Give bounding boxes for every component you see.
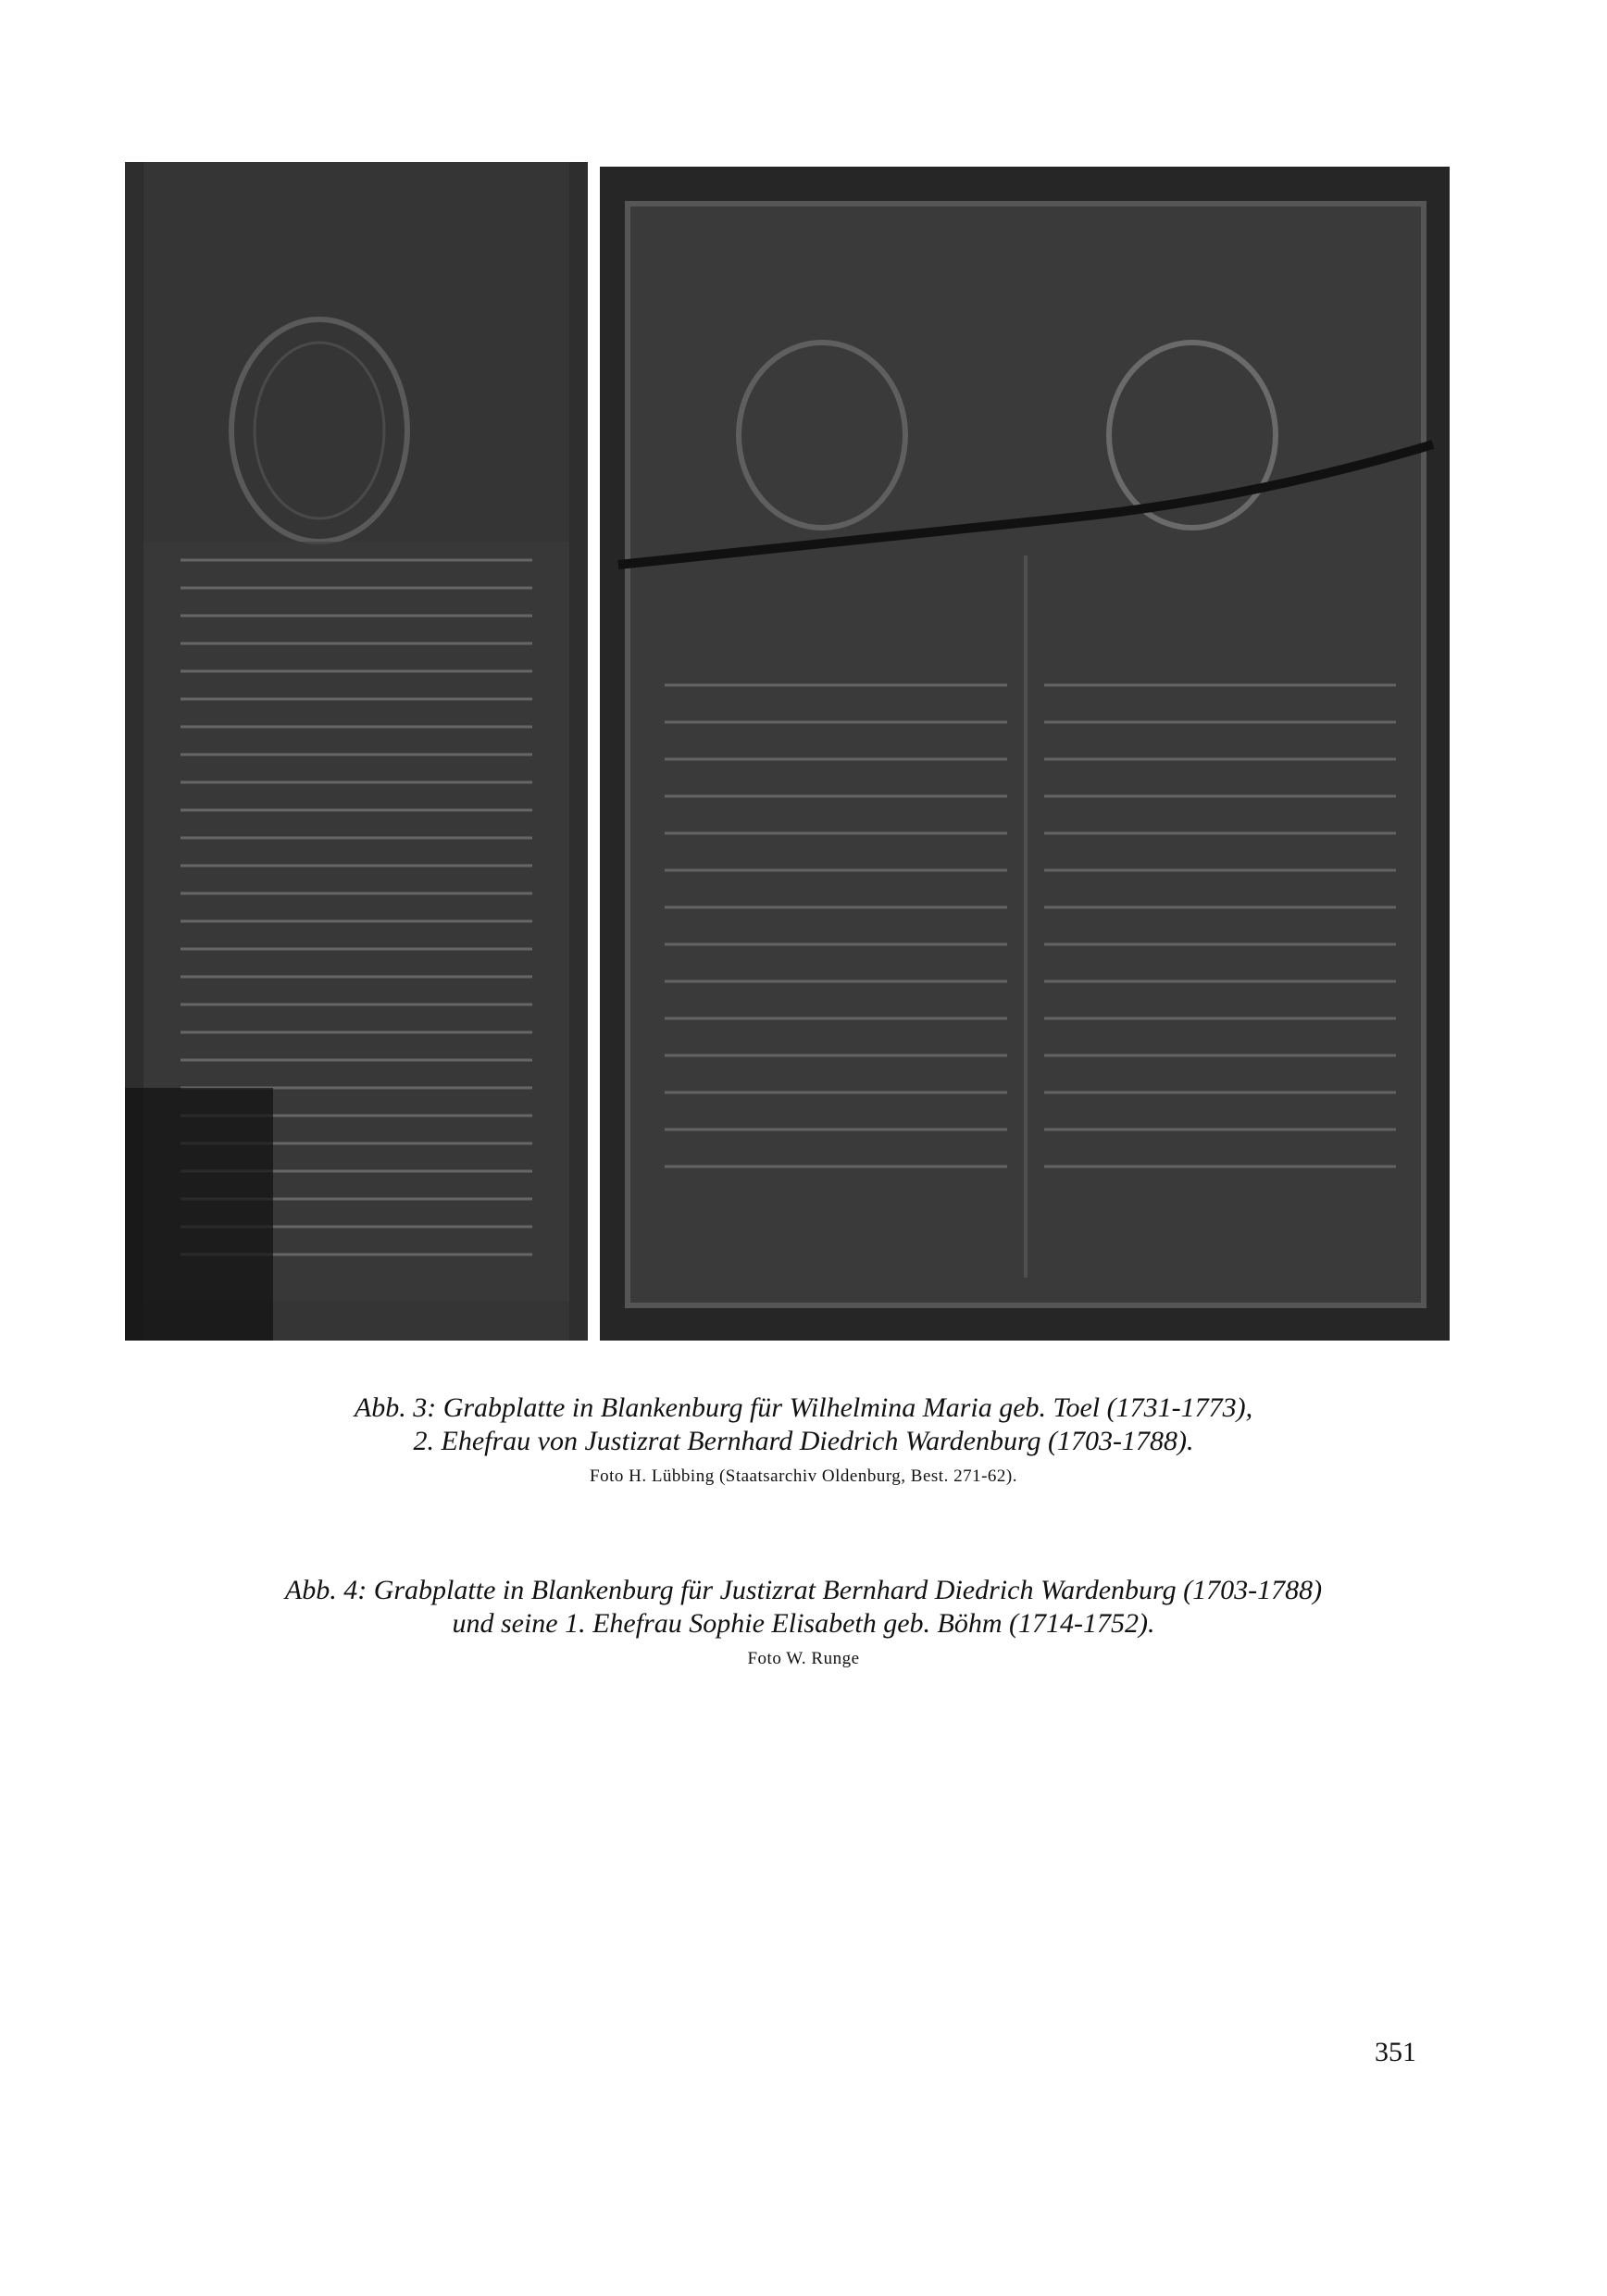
- figure-3-caption-line1: Abb. 3: Grabplatte in Blankenburg für Wilhelmina Maria geb. Toel (1731-1773),: [354, 1392, 1253, 1423]
- figure-4-credit: Foto W. Runge: [747, 1649, 860, 1668]
- grave-slab-left-image: [125, 162, 588, 1341]
- figure-3-caption: [185, 1391, 1422, 1458]
- grave-slab-right-image: [600, 167, 1450, 1341]
- figure-4-caption-line2: und seine 1. Ehefrau Sophie Elisabeth geb. Böhm (1714-1752).: [452, 1608, 1155, 1639]
- grave-slab-photo-left: [125, 162, 588, 1341]
- figure-3-credit: Foto H. Lübbing (Staatsarchiv Oldenburg, Best. 271-62).: [590, 1466, 1017, 1486]
- page-number: 351: [1375, 2037, 1416, 2067]
- figure-4-caption: [148, 1574, 1459, 1641]
- figure-3-caption-line2: 2. Ehefrau von Justizrat Bernhard Diedrich Wardenburg (1703-1788).: [413, 1426, 1194, 1456]
- grave-slab-photo-right: [600, 167, 1450, 1341]
- figure-4-caption-line1: Abb. 4: Grabplatte in Blankenburg für Justizrat Bernhard Diedrich Wardenburg (1703-1788): [284, 1575, 1323, 1605]
